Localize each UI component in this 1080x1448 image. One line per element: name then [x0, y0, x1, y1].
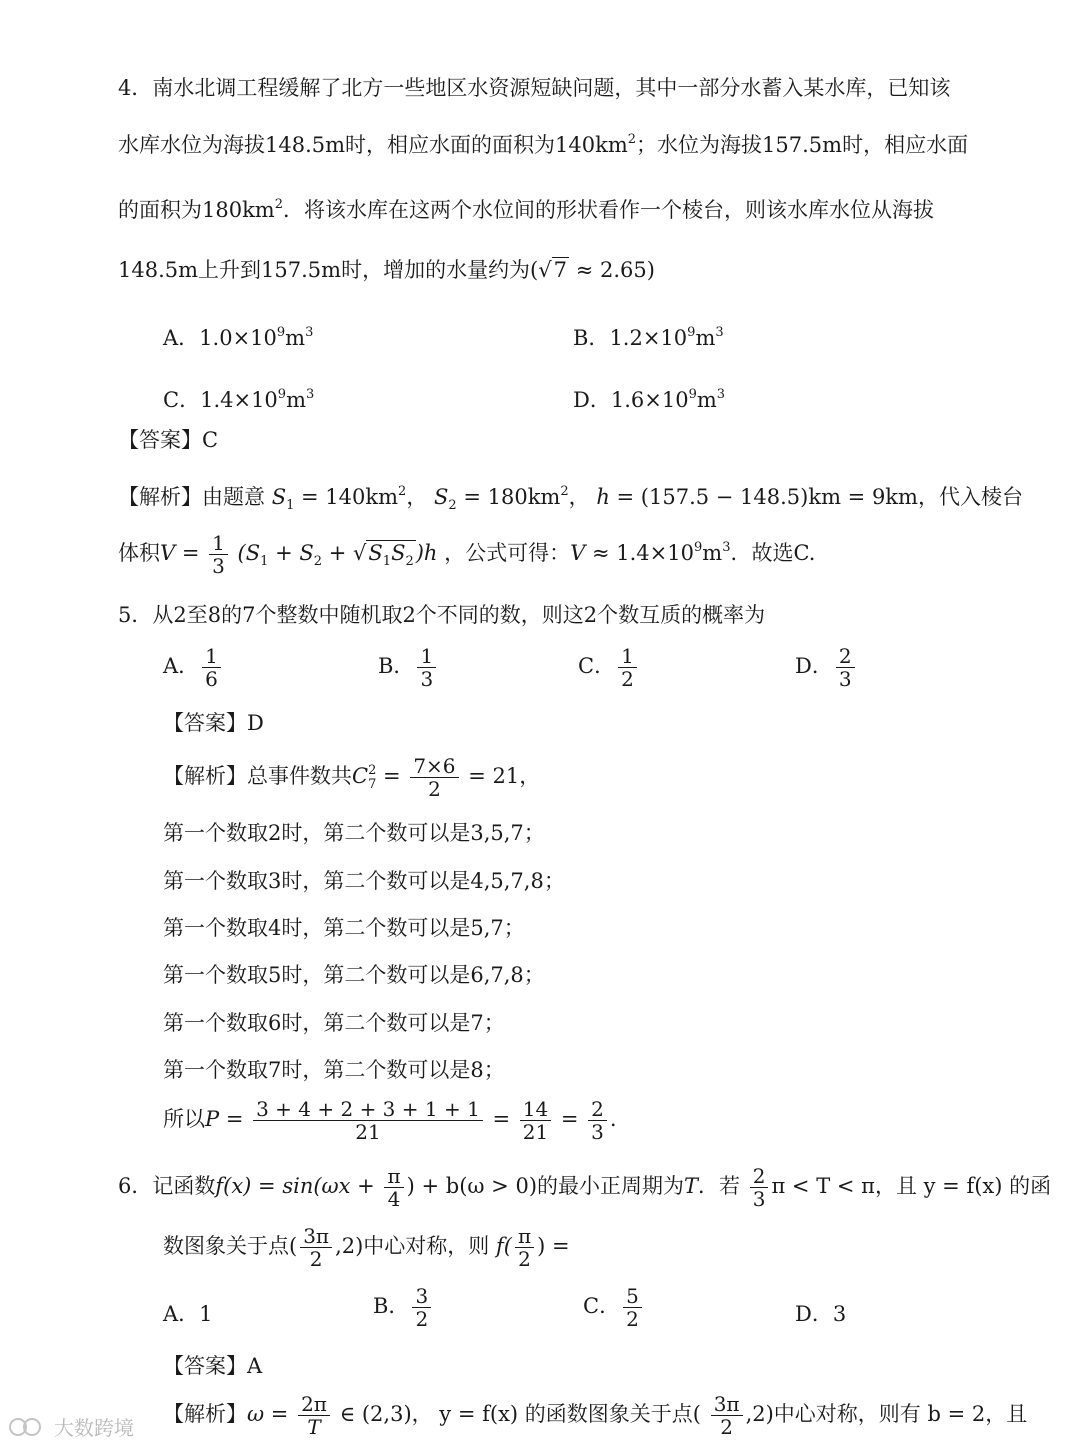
q6-option-a[interactable]: A．1 — [163, 1302, 213, 1326]
q4-stem-line-1: 4．南水北调工程缓解了北方一些地区水资源短缺问题，其中一部分水蓄入某水库，已知该 — [118, 76, 951, 100]
q4-stem-line-2: 水库水位为海拔148.5m时，相应水面的面积为$140km^2$；水位为海拔157.5m时，相应水面 — [118, 132, 969, 157]
q5-case-2: 第一个数取3时，第二个数可以是4,5,7,8； — [163, 869, 565, 893]
q5-answer: 【答案】D — [163, 711, 264, 735]
q6-stem-line-2: 数图象关于点( $\frac{3\pi}{2}$ ,2)中心对称，则 f( $\frac{\pi}{2}$ ) = — [163, 1224, 570, 1271]
q5-case-6: 第一个数取7时，第二个数可以是8； — [163, 1058, 505, 1082]
q4-answer: 【答案】C — [118, 428, 219, 452]
q5-case-4: 第一个数取5时，第二个数可以是6,7,8； — [163, 963, 545, 987]
q4-option-d[interactable]: D．$1.6\times 10^9m^3$ — [573, 387, 726, 412]
q4-stem-line-3: 的面积为$180km^2$．将该水库在这两个水位间的形状看作一个棱台，则该水库水位从海拔 — [118, 197, 935, 222]
q5-case-3: 第一个数取4时，第二个数可以是5,7； — [163, 916, 525, 940]
q4-option-b[interactable]: B．$1.2\times 10^9m^3$ — [573, 325, 724, 350]
q5-option-b[interactable]: B． $\frac{1}{3}$ — [378, 645, 439, 690]
watermark-text: 大数跨境 — [54, 1416, 134, 1440]
fraction-one-third: $\frac{1}{3}$ — [209, 532, 228, 577]
q5-probability: 所以P = $\frac{3 + 4 + 2 + 3 + 1 + 1}{21}$ = $\frac{14}{21}$ = $\frac{2}{3}$ . — [163, 1097, 617, 1144]
q5-option-c[interactable]: C． $\frac{1}{2}$ — [578, 645, 640, 690]
q4-option-c[interactable]: C．$1.4\times 10^9m^3$ — [163, 387, 315, 412]
q6-stem-line-1: 6．记函数f(x) = sin(ωx + $\frac{\pi}{4}$ ) + b(ω > 0)的最小正周期为T．若 $\frac{2}{3}$ π < T < π，且 y = f(x) 的函 — [118, 1164, 1052, 1211]
q4-stem-line-4: 148.5m上升到157.5m时，增加的水量约为(√7 ≈ 2.65) — [118, 258, 655, 282]
q6-answer: 【答案】A — [163, 1354, 263, 1378]
watermark — [8, 1412, 134, 1441]
q4-option-a[interactable]: A．$1.0\times 10^9m^3$ — [163, 325, 314, 350]
q5-case-5: 第一个数取6时，第二个数可以是7； — [163, 1011, 505, 1035]
watermark-logo-icon — [8, 1414, 48, 1440]
q5-stem: 5．从2至8的7个整数中随机取2个不同的数，则这2个数互质的概率为 — [118, 603, 766, 627]
q5-case-1: 第一个数取2时，第二个数可以是3,5,7； — [163, 821, 545, 845]
q5-option-a[interactable]: A． $\frac{1}{6}$ — [163, 645, 224, 690]
q6-option-c[interactable]: C． $\frac{5}{2}$ — [583, 1285, 645, 1330]
q4-solution-line-1: 【解析】由题意 $S_1 = 140km^2$， $S_2 = 180km^2$， h = (157.5 − 148.5)km = 9km，代入棱台 — [118, 484, 1023, 513]
q6-option-d[interactable]: D．3 — [795, 1302, 847, 1326]
q5-solution-head: 【解析】总事件数共C 2 7 = $\frac{7\times 6}{2}$ = 21， — [163, 754, 541, 801]
q6-solution-line-1: 【解析】ω = $\frac{2\pi}{T}$ ∈ (2,3)， y = f(x) 的函数图象关于点( $\frac{3\pi}{2}$ ,2)中心对称，则有 b = 2，且 — [163, 1392, 1028, 1439]
q6-option-b[interactable]: B． $\frac{3}{2}$ — [373, 1285, 434, 1330]
q4-solution-line-2: 体积V = $\frac{1}{3}$ $(S_1 + S_2 + √S_1S_2)h$ ，公式可得：$V \approx 1.4\times 10^9m^3$．故选C. — [118, 531, 816, 578]
q5-option-d[interactable]: D． $\frac{2}{3}$ — [795, 645, 858, 690]
